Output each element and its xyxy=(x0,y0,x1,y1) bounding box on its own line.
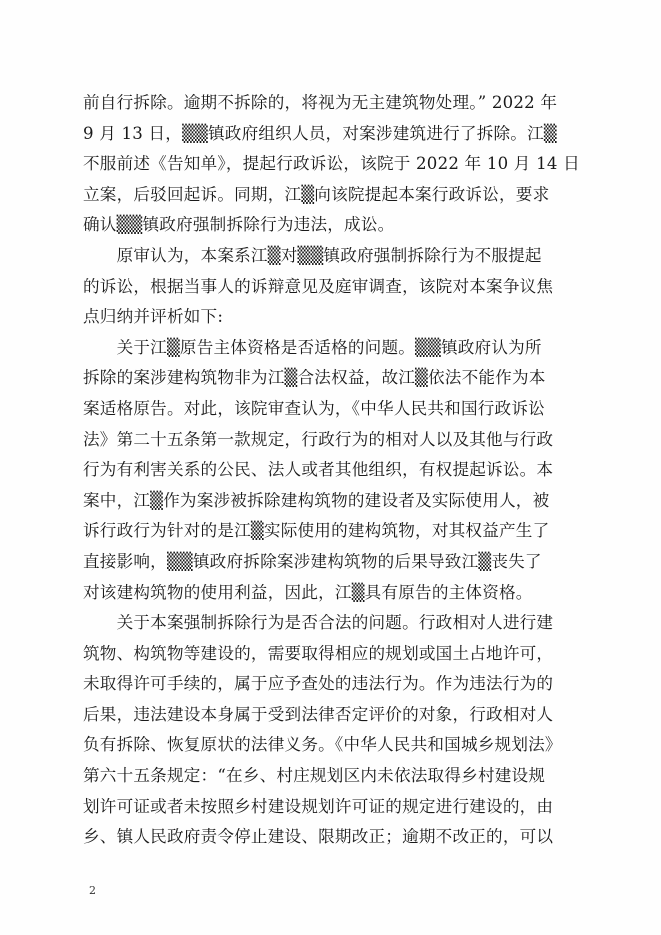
text-line: 对该建构筑物的使用利益，因此，江▒具有原告的主体资格。 xyxy=(83,582,533,602)
text-line: 直接影响，▒▒镇政府拆除案涉建构筑物的后果导致江▒丧失了 xyxy=(83,551,542,571)
text-line: 后果，违法建设本身属于受到法律否定评价的对象，行政相对人 xyxy=(83,704,554,724)
text-line: 行为有利害关系的公民、法人或者其他组织，有权提起诉讼。本 xyxy=(83,460,554,480)
text-line: 前自行拆除。逾期不拆除的，将视为无主建筑物处理。” 2022 年 xyxy=(83,93,558,112)
text-line: 第六十五条规定：“在乡、村庄规划区内未依法取得乡村建设规 xyxy=(83,766,546,786)
text-line: 9 月 13 日，▒▒镇政府组织人员，对案涉建筑进行了拆除。江▒ xyxy=(83,123,557,143)
text-line: 划许可证或者未按照乡村建设规划许可证的规定进行建设的，由 xyxy=(83,796,554,816)
text-line: 的诉讼，根据当事人的诉辩意见及庭审调查，该院对本案争议焦 xyxy=(83,276,554,296)
text-line: 案适格原告。对此，该院审查认为，《中华人民共和国行政诉讼 xyxy=(83,398,545,418)
text-line: 筑物、构筑物等建设的，需要取得相应的规划或国土占地许可， xyxy=(83,643,554,663)
document-body xyxy=(83,88,583,853)
text-line: 未取得许可手续的，属于应予查处的违法行为。作为违法行为的 xyxy=(83,674,554,694)
page-number: 2 xyxy=(89,884,96,897)
text-line: 立案，后驳回起诉。同期，江▒向该院提起本案行政诉讼，要求 xyxy=(83,184,550,204)
text-line: 关于江▒原告主体资格是否适格的问题。▒▒镇政府认为所 xyxy=(83,337,542,357)
text-line: 负有拆除、恢复原状的法律义务。《中华人民共和国城乡规划法》 xyxy=(83,735,562,755)
text-line: 确认▒▒镇政府强制拆除行为违法，成讼。 xyxy=(83,215,395,235)
text-line: 关于本案强制拆除行为是否合法的问题。行政相对人进行建 xyxy=(83,613,554,633)
text-line: 法》第二十五条第一款规定，行政行为的相对人以及其他与行政 xyxy=(83,429,554,449)
text-line: 诉行政行为针对的是江▒实际使用的建构筑物，对其权益产生了 xyxy=(83,521,550,541)
text-line: 不服前述《告知单》，提起行政诉讼，该院于 2022 年 10 月 14 日 xyxy=(83,154,580,174)
text-line: 乡、镇人民政府责令停止建设、限期改正；逾期不改正的，可以 xyxy=(83,827,554,847)
text-line: 案中，江▒作为案涉被拆除建构筑物的建设者及实际使用人，被 xyxy=(83,490,550,510)
text-line: 拆除的案涉建构筑物非为江▒合法权益，故江▒依法不能作为本 xyxy=(83,368,546,388)
text-line: 原审认为，本案系江▒对▒▒镇政府强制拆除行为不服提起 xyxy=(83,245,542,265)
text-line: 点归纳并评析如下: xyxy=(83,307,224,327)
